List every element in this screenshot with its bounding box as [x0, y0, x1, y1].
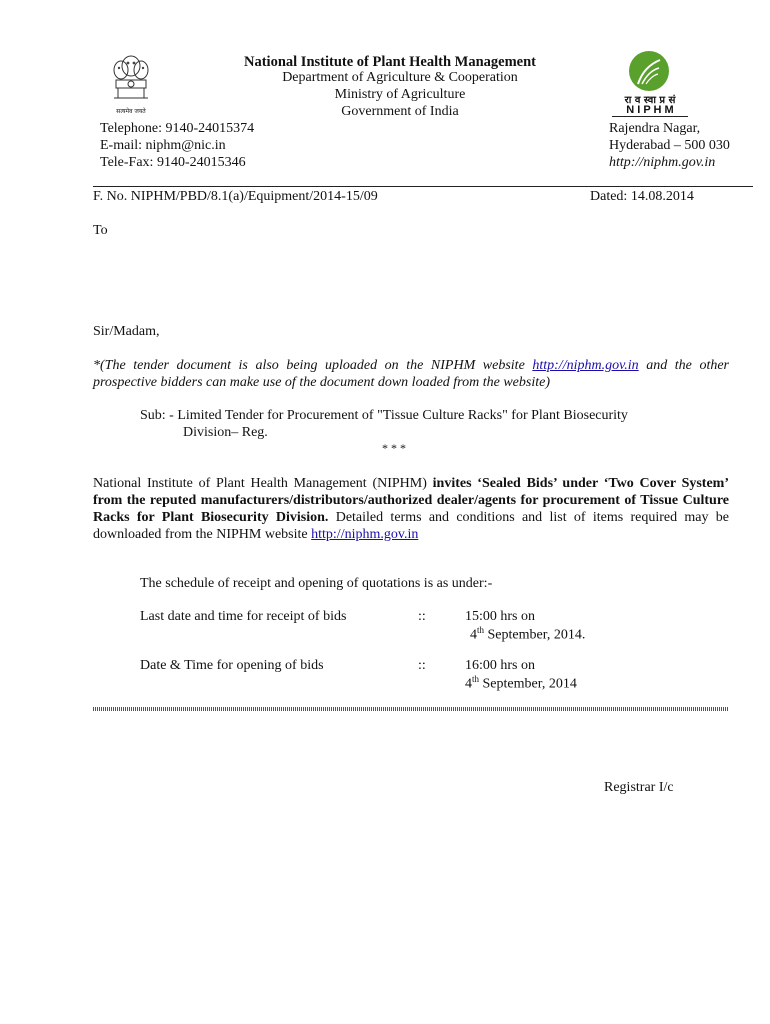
schedule-row-2-time: 16:00 hrs on	[465, 658, 535, 673]
schedule-row-1-label: Last date and time for receipt of bids	[140, 609, 347, 624]
schedule-row-1-rest: September, 2014.	[484, 627, 586, 643]
address-line2: Hyderabad – 500 030	[609, 138, 730, 153]
note-text-post: and the other prospective bidders can make use of the document down loaded from the website)	[93, 358, 729, 390]
leaf-logo-icon	[612, 50, 688, 94]
niphm-logo	[612, 50, 688, 120]
invitation-paragraph	[93, 475, 729, 543]
note-website-link[interactable]: http://niphm.gov.in	[532, 358, 639, 373]
para-website-link[interactable]: http://niphm.gov.in	[311, 527, 419, 542]
national-emblem	[106, 52, 156, 116]
schedule-row-1-suffix: th	[477, 625, 485, 635]
para-text-bold: invites ‘Sealed Bids’ under ‘Two Cover System’ from the reputed manufacturers/distributors/authorized dealer/agents for procurement of Tissue Culture Racks for Plant Biosecurity Division.	[93, 476, 729, 525]
para-text-post: Detailed terms and conditions and list of items required may be downloaded from the NIPHM website	[93, 510, 729, 542]
letter-date: Dated: 14.08.2014	[590, 189, 694, 204]
department: Department of Agriculture & Cooperation	[282, 70, 518, 85]
schedule-intro: The schedule of receipt and opening of quotations is as under:-	[140, 576, 493, 591]
ministry: Ministry of Agriculture	[334, 87, 466, 102]
note-text-pre: *(The tender document is also being uploaded on the NIPHM website	[93, 358, 533, 373]
org-name: National Institute of Plant Health Management	[244, 54, 536, 70]
logo-text: N I P H M	[612, 104, 688, 117]
telephone: Telephone: 9140-24015374	[100, 121, 255, 136]
subject-line1: Sub: - Limited Tender for Procurement of "Tissue Culture Racks" for Plant Biosecurity	[140, 408, 628, 423]
website-header[interactable]: http://niphm.gov.in	[609, 155, 716, 170]
address-line1: Rajendra Nagar,	[609, 121, 701, 136]
separator-stars: * * *	[382, 441, 406, 455]
schedule-row-1-day: 4	[470, 627, 477, 643]
telefax: Tele-Fax: 9140-24015346	[100, 155, 246, 170]
emblem-caption: सत्यमेव जयते	[116, 108, 146, 115]
subject-line2: Division– Reg.	[183, 425, 268, 440]
header-divider	[93, 186, 753, 187]
email: E-mail: niphm@nic.in	[100, 138, 226, 153]
schedule-row-2-label: Date & Time for opening of bids	[140, 658, 324, 673]
schedule-row-2-date	[465, 674, 577, 693]
logo-hindi: रा व स्वा प्र सं	[624, 95, 676, 106]
salutation: Sir/Madam,	[93, 324, 160, 339]
file-number: F. No. NIPHM/PBD/8.1(a)/Equipment/2014-15/09	[93, 189, 378, 204]
to-label: To	[93, 223, 108, 238]
schedule-row-2-day: 4	[465, 676, 472, 692]
schedule-row-1-sep: ::	[418, 609, 426, 624]
signature: Registrar I/c	[604, 780, 674, 795]
para-text-pre: National Institute of Plant Health Management (NIPHM)	[93, 476, 433, 491]
upload-note	[93, 357, 729, 391]
schedule-row-2-sep: ::	[418, 658, 426, 673]
government: Government of India	[341, 104, 459, 119]
schedule-row-1-time: 15:00 hrs on	[465, 609, 535, 624]
schedule-row-1-date	[470, 625, 585, 644]
schedule-row-2-suffix: th	[472, 674, 480, 684]
dotted-divider	[93, 707, 729, 711]
schedule-row-2-rest: September, 2014	[479, 676, 577, 692]
